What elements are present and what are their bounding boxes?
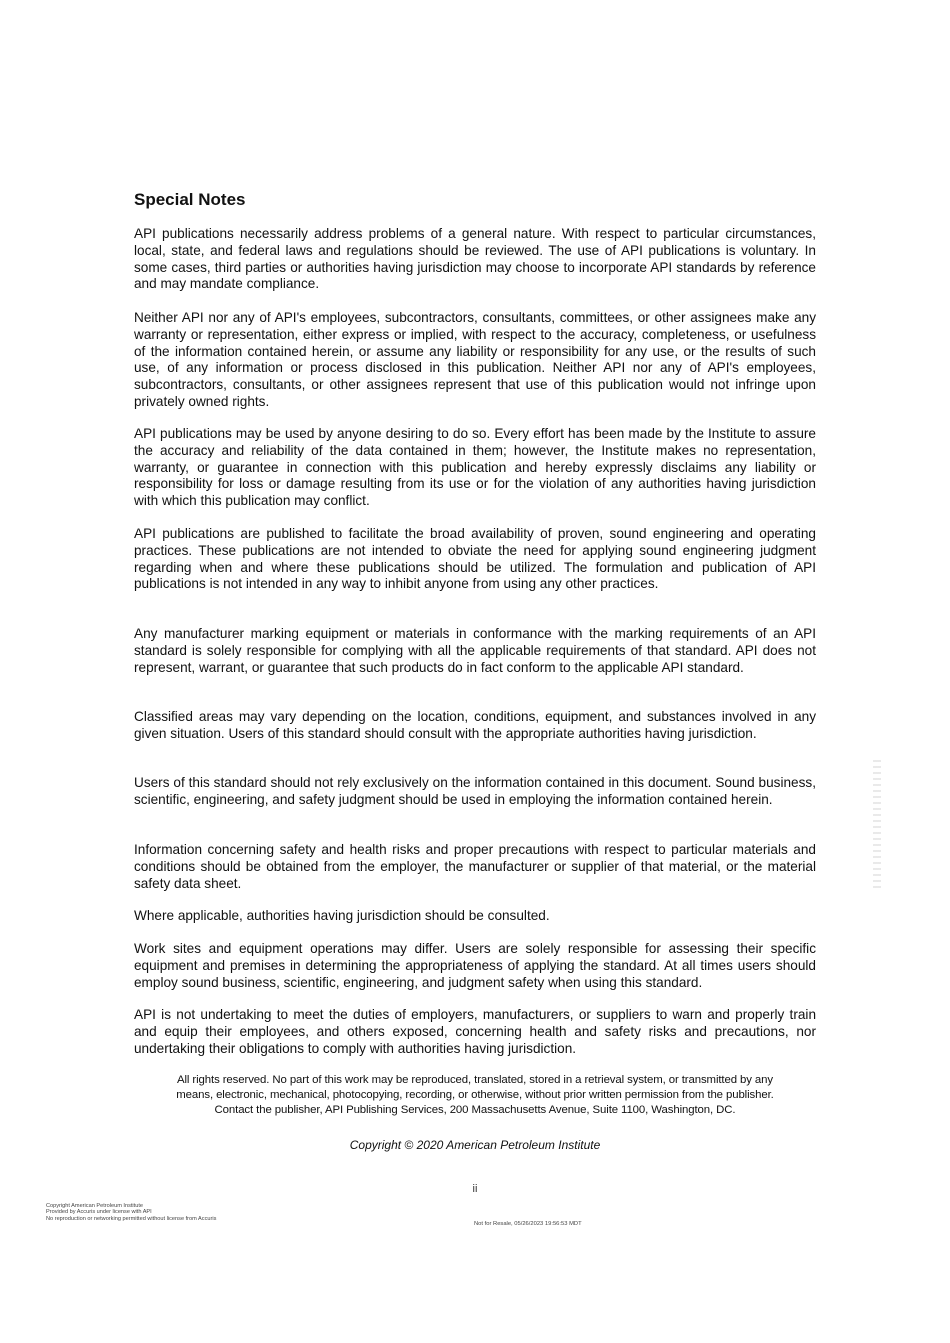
paragraph-authorities-consulted: Where applicable, authorities having jurisdiction should be consulted.	[134, 908, 550, 923]
rights-notice	[128, 1073, 822, 1119]
rights-line: means, electronic, mechanical, photocopying, recording, or otherwise, without prior written permission from the publisher.	[176, 1089, 774, 1102]
page-title: Special Notes	[134, 190, 246, 209]
copyright-line: Copyright © 2020 American Petroleum Institute	[349, 1138, 601, 1152]
rights-line: Contact the publisher, API Publishing Services, 200 Massachusetts Avenue, Suite 1100, Washington, DC.	[214, 1104, 736, 1117]
license-line: Provided by Accuris under license with API	[46, 1209, 152, 1216]
scan-margin-artifact	[873, 760, 881, 890]
license-line: Copyright American Petroleum Institute	[46, 1203, 144, 1209]
paragraph-safety-health: Information concerning safety and health risks and proper precautions with respect to particular materials and conditions should be obtained from the employer, the manufacturer or supplier of that material, or the material safety data sheet.	[134, 842, 816, 891]
paragraph-no-warranty: Neither API nor any of API's employees, subcontractors, consultants, committees, or other assignees make any warranty or representation, either express or implied, with respect to the accuracy, completeness, or usefulness of the information contained herein, or assume any liability or responsibility for any use, or the results of such use, of any information or process disclosed in this publication. Neither API nor any of API's employees, subcontractors, consultants, or other assignees represent that use of this publication would not infringe upon privately owned rights.	[134, 310, 816, 409]
paragraph-engineering-practices: API publications are published to facilitate the broad availability of proven, sound engineering and operating practices. These publications are not intended to obviate the need for applying sound engineering judgment regarding when and where these publications should be utilized. The formulation and publication of API publications is not intended in any way to inhibit anyone from using any other practices.	[134, 526, 816, 592]
paragraph-manufacturer-marking: Any manufacturer marking equipment or materials in conformance with the marking requirements of an API standard is solely responsible for complying with all the applicable requirements of that standard. API does not represent, warrant, or guarantee that such products do in fact conform to the applicable API standard.	[134, 626, 816, 675]
resale-stamp: Not for Resale, 05/26/2023 19:56:53 MDT	[474, 1221, 582, 1227]
paragraph-use-by-anyone: API publications may be used by anyone desiring to do so. Every effort has been made by the Institute to assure the accuracy and reliability of the data contained in them; however, the Institute makes no representation, warranty, or guarantee in connection with this publication and hereby expressly disclaims any liability or responsibility for loss or damage resulting from its use or for the violation of any authorities having jurisdiction with which this publication may conflict.	[134, 426, 816, 509]
paragraph-general-nature: API publications necessarily address problems of a general nature. With respect to particular circumstances, local, state, and federal laws and regulations should be reviewed. The use of API publications is voluntary. In some cases, third parties or authorities having jurisdiction may choose to incorporate API standards by reference and may mandate compliance.	[134, 226, 816, 292]
rights-line: All rights reserved. No part of this work may be reproduced, translated, stored in a retrieval system, or transmitted by any	[177, 1074, 773, 1086]
paragraph-users-reliance: Users of this standard should not rely exclusively on the information contained in this document. Sound business, scientific, engineering, and safety judgment should be used in employing the information contained herein.	[134, 775, 816, 807]
paragraph-classified-areas: Classified areas may vary depending on the location, conditions, equipment, and substances involved in any given situation. Users of this standard should consult with the appropriate authorities having jurisdiction.	[134, 709, 816, 741]
paragraph-duties: API is not undertaking to meet the duties of employers, manufacturers, or suppliers to warn and properly train and equip their employees, and others exposed, concerning health and safety risks and precautions, nor undertaking their obligations to comply with authorities having jurisdiction.	[134, 1007, 816, 1056]
paragraph-work-sites: Work sites and equipment operations may differ. Users are solely responsible for assessing their specific equipment and premises in determining the appropriateness of applying the standard. At all times users should employ sound business, scientific, engineering, and judgment safety when using this standard.	[134, 941, 816, 990]
license-line: No reproduction or networking permitted without license from Accuris	[46, 1215, 217, 1222]
license-footer	[46, 1203, 216, 1222]
page-number: ii	[472, 1183, 478, 1195]
